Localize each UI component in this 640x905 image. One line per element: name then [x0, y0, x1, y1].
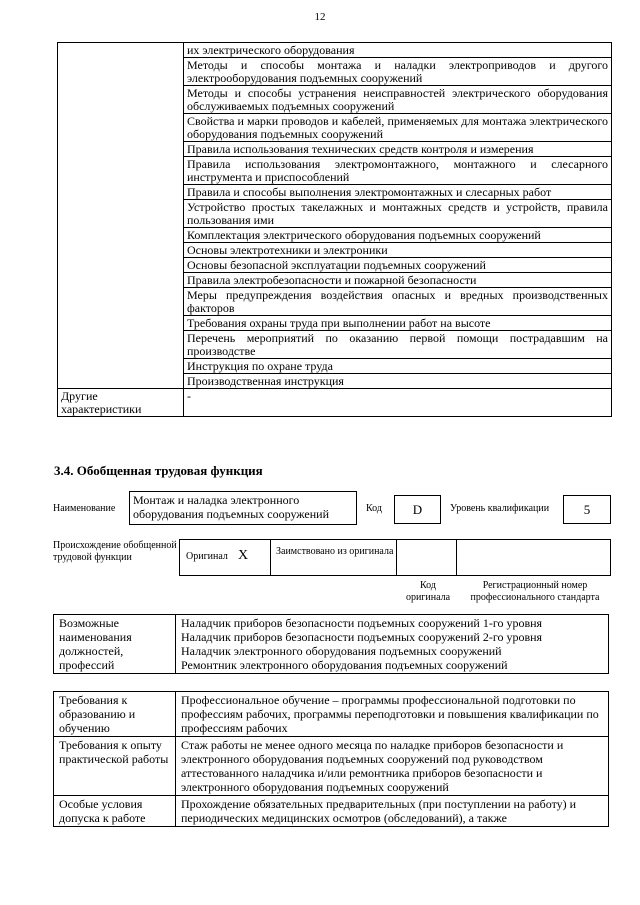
knowledge-item: Основы электротехники и электроники: [184, 243, 612, 258]
knowledge-item: Производственная инструкция: [184, 374, 612, 389]
code-label: Код: [366, 503, 382, 514]
code-value: D: [394, 495, 441, 524]
knowledge-label-cell: [58, 43, 184, 389]
list-item: Наладчик приборов безопасности подъемных сооружений 1-го уровня: [181, 616, 543, 630]
knowledge-item: Правила и способы выполнения электромонтажных и слесарных работ: [184, 185, 612, 200]
knowledge-item: Свойства и марки проводов и кабелей, применяемых для монтажа электрического оборудования подъемных сооружений: [184, 114, 612, 142]
origin-table: [179, 539, 611, 576]
other-characteristics-label: Другие характеристики: [58, 389, 184, 417]
knowledge-item: их электрического оборудования: [184, 43, 612, 58]
education-requirements-value: Профессиональное обучение – программы профессиональной подготовки по профессиям рабочих, программы переподготовки и повышения квалификации по профессиям рабочих: [176, 692, 609, 737]
qualification-level-label: Уровень квалификации: [450, 503, 550, 514]
origin-divider: [270, 539, 271, 576]
knowledge-item: Методы и способы устранения неисправностей электрического оборудования обслуживаемых подъемных сооружений: [184, 86, 612, 114]
admission-conditions-value: Прохождение обязательных предварительных (при поступлении на работу) и периодических медицинских осмотров (обследований), а также: [176, 796, 609, 827]
list-item: Наладчик приборов безопасности подъемных сооружений 2-го уровня: [181, 630, 543, 644]
experience-requirements-label: Требования к опыту практической работы: [54, 737, 176, 796]
knowledge-item: Меры предупреждения воздействия опасных и вредных производственных факторов: [184, 288, 612, 316]
knowledge-item: Основы безопасной эксплуатации подъемных сооружений: [184, 258, 612, 273]
knowledge-item: Методы и способы монтажа и наладки электроприводов и другого электрооборудования подъемных сооружений: [184, 58, 612, 86]
table-row: [58, 43, 612, 58]
knowledge-item: Комплектация электрического оборудования подъемных сооружений: [184, 228, 612, 243]
experience-requirements-value: Стаж работы не менее одного месяца по наладке приборов безопасности и электронного оборудования подъемных сооружений под руководством аттестованного наладчика и/или ремонтника приборов безопасности и электронного оборудования подъемных сооружений: [176, 737, 609, 796]
table-row: [58, 389, 612, 417]
knowledge-item: Правила электробезопасности и пожарной безопасности: [184, 273, 612, 288]
table-row: [54, 692, 609, 737]
borrowed-label: Заимствовано из оригинала: [276, 546, 394, 557]
original-mark: X: [238, 548, 249, 563]
other-characteristics-value: -: [184, 389, 612, 417]
origin-divider: [396, 539, 397, 576]
code-original-caption: Код оригинала: [405, 580, 451, 603]
requirements-table: [53, 691, 609, 827]
original-label: Оригинал: [186, 551, 228, 562]
knowledge-item: Правила использования электромонтажного, монтажного и слесарного инструмента и приспособлений: [184, 157, 612, 185]
knowledge-item: Перечень мероприятий по оказанию первой помощи пострадавшим на производстве: [184, 331, 612, 359]
table-row: [54, 737, 609, 796]
positions-table: [53, 614, 609, 674]
name-label: Наименование: [53, 503, 116, 514]
knowledge-item: Устройство простых такелажных и монтажных средств и устройств, правила пользования ими: [184, 200, 612, 228]
knowledge-item: Инструкция по охране труда: [184, 359, 612, 374]
education-requirements-label: Требования к образованию и обучению: [54, 692, 176, 737]
origin-label: Происхождение обобщенной трудовой функции: [53, 540, 177, 563]
table-row: [54, 615, 609, 674]
origin-divider: [456, 539, 457, 576]
knowledge-table: [57, 42, 612, 417]
list-item: Наладчик электронного оборудования подъемных сооружений: [181, 644, 502, 658]
knowledge-item: Требования охраны труда при выполнении работ на высоте: [184, 316, 612, 331]
section-title: 3.4. Обобщенная трудовая функция: [54, 463, 263, 478]
knowledge-item: Правила использования технических средств контроля и измерения: [184, 142, 612, 157]
list-item: Ремонтник электронного оборудования подъемных сооружений: [181, 658, 508, 672]
admission-conditions-label: Особые условия допуска к работе: [54, 796, 176, 827]
positions-label: Возможные наименования должностей, профессий: [54, 615, 176, 674]
positions-list: [176, 615, 609, 674]
name-value: Монтаж и наладка электронного оборудования подъемных сооружений: [129, 491, 357, 525]
qualification-level-value: 5: [563, 495, 611, 524]
registration-number-caption: Регистрационный номер профессионального стандарта: [470, 580, 600, 603]
table-row: [54, 796, 609, 827]
page-number: 12: [314, 11, 326, 23]
